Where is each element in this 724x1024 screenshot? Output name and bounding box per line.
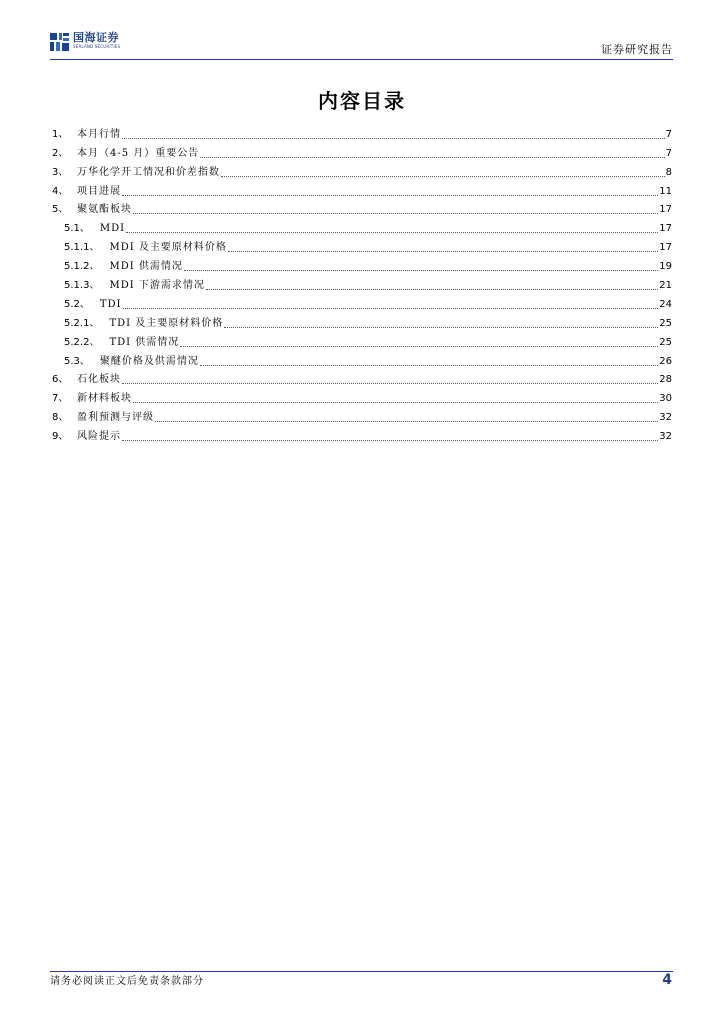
- toc-entry[interactable]: [52, 141, 672, 160]
- toc-entry-number: 5.3、: [64, 355, 90, 367]
- toc-entry-text: 本月（4-5 月）重要公告: [77, 147, 200, 159]
- toc-entry-number: 5.2、: [64, 298, 90, 310]
- toc-entry-page: 25: [659, 336, 672, 348]
- toc-entry-text: 聚醚价格及供需情况: [99, 355, 199, 367]
- toc-entry[interactable]: [52, 216, 672, 235]
- toc-entry-number: 5.2.1、: [64, 317, 100, 329]
- toc-entry[interactable]: [52, 160, 672, 179]
- toc-entry-number: 5.1.2、: [64, 261, 100, 273]
- toc-entry-page: 7: [665, 128, 672, 140]
- toc-entry-page: 17: [659, 242, 672, 254]
- toc-leader-dots: [206, 288, 658, 290]
- sealand-logo-icon: [50, 32, 70, 52]
- toc-entry-text: TDI 及主要原材料价格: [109, 317, 224, 329]
- toc-entry-text: MDI 及主要原材料价格: [109, 242, 227, 254]
- toc-entry-number: 5、: [52, 204, 69, 216]
- toc-entry-number: 5.2.2、: [64, 336, 100, 348]
- logo-chinese-name: 国海证券: [73, 31, 119, 44]
- toc-entry-text: TDI 供需情况: [109, 336, 180, 348]
- toc-entry-number: 7、: [52, 393, 69, 405]
- page-number: 4: [662, 972, 672, 988]
- toc-leader-dots: [133, 212, 658, 214]
- toc-entry[interactable]: [52, 254, 672, 273]
- toc-entry-number: 6、: [52, 374, 69, 386]
- toc-title: 内容目录: [318, 89, 406, 113]
- toc-leader-dots: [221, 175, 665, 177]
- page-header: [50, 32, 673, 60]
- disclaimer-note: 请务必阅读正文后免责条款部分: [50, 976, 204, 987]
- toc-entry-text: 本月行情: [77, 128, 121, 140]
- toc-entry-number: 5.1.3、: [64, 280, 100, 292]
- toc-leader-dots: [126, 231, 658, 233]
- toc-entry-page: 8: [665, 166, 672, 178]
- toc-leader-dots: [133, 401, 658, 403]
- toc-entry-text: TDI: [99, 298, 122, 310]
- toc-entry-number: 5.1、: [64, 223, 90, 235]
- toc-entry[interactable]: [52, 368, 672, 387]
- toc-entry-page: 28: [659, 374, 672, 386]
- toc-entry-page: 17: [659, 204, 672, 216]
- toc-entry-page: 17: [659, 223, 672, 235]
- toc-entry-page: 32: [659, 412, 672, 424]
- toc-leader-dots: [122, 439, 658, 441]
- toc-entry-page: 7: [665, 147, 672, 159]
- company-logo: [50, 32, 120, 52]
- toc-entry-page: 25: [659, 317, 672, 329]
- toc-leader-dots: [184, 269, 658, 271]
- toc-entry-text: MDI 下游需求情况: [109, 280, 205, 292]
- toc-entry[interactable]: [52, 179, 672, 198]
- toc-entry-text: 新材料板块: [77, 393, 132, 405]
- toc-entry[interactable]: [52, 292, 672, 311]
- toc-entry-number: 4、: [52, 185, 69, 197]
- toc-entry[interactable]: [52, 122, 672, 141]
- toc-leader-dots: [224, 326, 658, 328]
- toc-leader-dots: [122, 382, 658, 384]
- toc-leader-dots: [155, 420, 658, 422]
- toc-entry[interactable]: [52, 330, 672, 349]
- toc-entry-page: 19: [659, 261, 672, 273]
- toc-leader-dots: [122, 194, 658, 196]
- toc-leader-dots: [228, 250, 658, 252]
- toc-leader-dots: [122, 137, 665, 139]
- toc-entry-page: 26: [659, 355, 672, 367]
- toc-entry[interactable]: [52, 273, 672, 292]
- toc-entry-text: MDI: [99, 223, 126, 235]
- header-divider: [50, 59, 673, 60]
- toc-entry[interactable]: [52, 405, 672, 424]
- toc-entry-number: 3、: [52, 166, 69, 178]
- toc-entry[interactable]: [52, 311, 672, 330]
- toc-entry-page: 32: [659, 431, 672, 443]
- toc-entry-number: 1、: [52, 128, 69, 140]
- toc-leader-dots: [200, 364, 658, 366]
- logo-english-name: SEALAND SECURITIES: [73, 44, 121, 49]
- toc-entry-text: 石化板块: [77, 374, 121, 386]
- toc-entry-number: 5.1.1、: [64, 242, 100, 254]
- toc-entry[interactable]: [52, 424, 672, 443]
- toc-entry-text: MDI 供需情况: [109, 261, 183, 273]
- toc-entry[interactable]: [52, 235, 672, 254]
- toc-entry-page: 30: [659, 393, 672, 405]
- toc-entry-text: 万华化学开工情况和价差指数: [77, 166, 220, 178]
- toc-entry-number: 8、: [52, 412, 69, 424]
- toc-leader-dots: [180, 345, 658, 347]
- footer-divider: [50, 971, 673, 972]
- toc-entry-text: 盈利预测与评级: [77, 412, 154, 424]
- toc-entry-page: 24: [659, 298, 672, 310]
- toc-entry-text: 风险提示: [77, 431, 121, 443]
- toc-entry[interactable]: [52, 386, 672, 405]
- toc-entry[interactable]: [52, 349, 672, 368]
- toc-entry-number: 9、: [52, 431, 69, 443]
- toc-entry-number: 2、: [52, 147, 69, 159]
- report-type-label: 证券研究报告: [601, 43, 673, 56]
- toc-entry-text: 聚氨酯板块: [77, 204, 132, 216]
- toc-entry-text: 项目进展: [77, 185, 121, 197]
- toc-entry-page: 11: [659, 185, 672, 197]
- table-of-contents: [52, 122, 672, 443]
- toc-entry[interactable]: [52, 198, 672, 217]
- toc-entry-page: 21: [659, 280, 672, 292]
- toc-leader-dots: [123, 307, 659, 309]
- toc-leader-dots: [200, 156, 664, 158]
